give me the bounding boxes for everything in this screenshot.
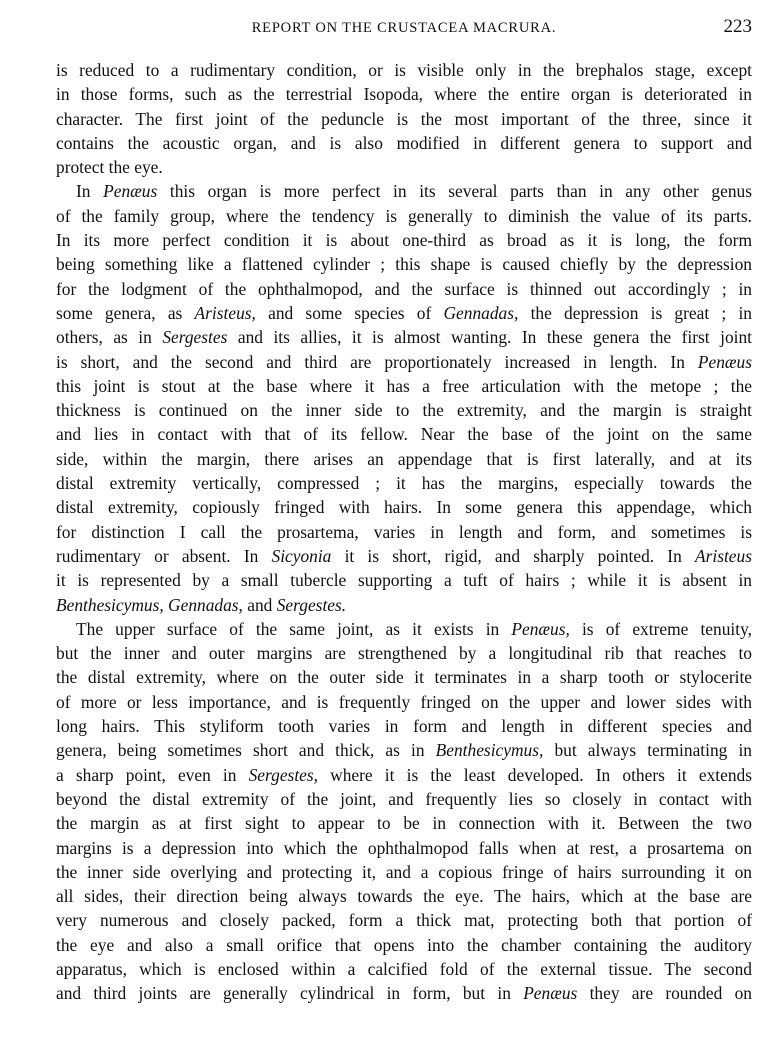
text-line bbox=[56, 179, 752, 203]
text-line bbox=[56, 301, 752, 325]
text-span: all sides, their direction being always towards the eye. The hairs, which at the base are bbox=[56, 886, 752, 907]
italic-text: Sergestes. bbox=[276, 594, 347, 615]
text-line bbox=[56, 763, 752, 787]
text-span: margins is a depression into which the ophthalmopod falls when at rest, a prosartema on bbox=[56, 837, 752, 858]
text-span: In its more perfect condition it is about one-third as broad as it is long, the form bbox=[56, 230, 752, 251]
text-line bbox=[56, 228, 752, 252]
text-line bbox=[56, 107, 752, 131]
text-span: In bbox=[76, 181, 104, 202]
text-line bbox=[56, 787, 752, 811]
italic-text: Penæus bbox=[523, 983, 578, 1004]
text-span: character. The first joint of the peduncle is the most important of the three, since it bbox=[56, 108, 752, 129]
text-span: the inner side overlying and protecting it, and a copious fringe of hairs surrounding it on bbox=[56, 861, 752, 882]
text-line bbox=[56, 422, 752, 446]
italic-text: Sicyonia bbox=[271, 545, 332, 566]
italic-text: Benthesicymus, Gennadas, bbox=[56, 594, 243, 615]
text-line bbox=[56, 957, 752, 981]
text-span: a sharp point, even in bbox=[56, 764, 249, 785]
italic-text: Benthesicymus, bbox=[435, 740, 544, 761]
text-span: this organ is more perfect in its several parts than in any other genus bbox=[157, 181, 752, 202]
text-span: but always terminating in bbox=[543, 740, 753, 761]
text-line bbox=[56, 617, 752, 641]
text-span: where it is the least developed. In others it extends bbox=[318, 764, 752, 785]
text-span: for the lodgment of the ophthalmopod, and the surface is thinned out accordingly ; in bbox=[56, 278, 752, 299]
text-span: and bbox=[242, 594, 277, 615]
text-span: they are rounded on bbox=[577, 983, 752, 1004]
text-span: contains the acoustic organ, and is also modified in different genera to support and bbox=[56, 132, 752, 153]
text-span: thickness is continued on the inner side to the extremity, and the margin is straight bbox=[56, 400, 752, 421]
text-line bbox=[56, 665, 752, 689]
text-span: it is represented by a small tubercle supporting a tuft of hairs ; while it is absent in bbox=[56, 570, 752, 591]
text-line bbox=[56, 811, 752, 835]
italic-text: Aristeus, bbox=[194, 302, 256, 323]
text-line bbox=[56, 398, 752, 422]
text-span: beyond the distal extremity of the joint, and frequently lies so closely in contact with bbox=[56, 788, 752, 809]
paragraph bbox=[56, 58, 752, 179]
text-span: in those forms, such as the terrestrial Isopoda, where the entire organ is deteriorated in bbox=[56, 84, 752, 105]
italic-text: Penæus, bbox=[511, 618, 570, 639]
text-line bbox=[56, 350, 752, 374]
text-span: the margin as at first sight to appear to be in connection with it. Between the two bbox=[56, 813, 752, 834]
text-line bbox=[56, 58, 752, 82]
text-line bbox=[56, 520, 752, 544]
text-line bbox=[56, 544, 752, 568]
text-span: of more or less importance, and is frequently fringed on the upper and lower sides with bbox=[56, 691, 752, 712]
text-line bbox=[56, 690, 752, 714]
text-span: very numerous and closely packed, form a thick mat, protecting both that portion of bbox=[56, 910, 752, 931]
text-line bbox=[56, 981, 752, 1005]
text-span: and third joints are generally cylindrical in form, but in bbox=[56, 983, 524, 1004]
text-span: long hairs. This styliform tooth varies in form and length in different species and bbox=[56, 716, 752, 737]
text-span: and some species of bbox=[255, 302, 444, 323]
text-span: protect the eye. bbox=[56, 157, 163, 178]
text-span: this joint is stout at the base where it has a free articulation with the metope ; the bbox=[56, 375, 752, 396]
text-span: the eye and also a small orifice that opens into the chamber containing the auditory bbox=[56, 934, 752, 955]
text-span: for distinction I call the prosartema, varies in length and form, and sometimes is bbox=[56, 521, 752, 542]
text-span: is short, and the second and third are proportionately increased in length. In bbox=[56, 351, 698, 372]
text-line bbox=[56, 252, 752, 276]
text-span: apparatus, which is enclosed within a calcified fold of the external tissue. The second bbox=[56, 958, 752, 979]
page-number: 223 bbox=[723, 16, 752, 37]
text-line bbox=[56, 82, 752, 106]
text-span: but the inner and outer margins are strengthened by a longitudinal rib that reaches to bbox=[56, 643, 752, 664]
text-line bbox=[56, 933, 752, 957]
italic-text: Penæus bbox=[103, 181, 158, 202]
text-span: distal extremity, copiously fringed with hairs. In some genera this appendage, which bbox=[56, 497, 752, 518]
text-line bbox=[56, 714, 752, 738]
text-line bbox=[56, 447, 752, 471]
text-span: and its allies, it is almost wanting. In these genera the first joint bbox=[227, 327, 752, 348]
text-span: the depression is great ; in bbox=[518, 302, 752, 323]
text-line bbox=[56, 884, 752, 908]
text-line bbox=[56, 568, 752, 592]
text-line bbox=[56, 155, 752, 179]
paragraph bbox=[56, 179, 752, 616]
text-line bbox=[56, 738, 752, 762]
text-line bbox=[56, 908, 752, 932]
text-span: being something like a flattened cylinder ; this shape is caused chiefly by the depression bbox=[56, 254, 752, 275]
text-line bbox=[56, 860, 752, 884]
text-line bbox=[56, 325, 752, 349]
italic-text: Penæus bbox=[697, 351, 752, 372]
text-span: others, as in bbox=[56, 327, 163, 348]
text-span: and lies in contact with that of its fellow. Near the base of the joint on the same bbox=[56, 424, 752, 445]
text-line bbox=[56, 836, 752, 860]
text-line bbox=[56, 641, 752, 665]
italic-text: Gennadas, bbox=[443, 302, 519, 323]
text-span: The upper surface of the same joint, as it exists in bbox=[76, 618, 512, 639]
text-line bbox=[56, 374, 752, 398]
text-line bbox=[56, 593, 752, 617]
text-span: distal extremity vertically, compressed ; it has the margins, especially towards the bbox=[56, 473, 752, 494]
text-span: rudimentary or absent. In bbox=[56, 545, 272, 566]
page-header bbox=[56, 16, 752, 40]
italic-text: Sergestes, bbox=[248, 764, 318, 785]
text-line bbox=[56, 471, 752, 495]
text-span: some genera, as bbox=[56, 302, 195, 323]
text-span: it is short, rigid, and sharply pointed. In bbox=[331, 545, 695, 566]
running-title: REPORT ON THE CRUSTACEA MACRURA. bbox=[251, 20, 557, 36]
text-span: genera, being sometimes short and thick, as in bbox=[56, 740, 436, 761]
text-span: of the family group, where the tendency is generally to diminish the value of its parts. bbox=[56, 205, 752, 226]
body-text bbox=[56, 58, 752, 1006]
text-span: is of extreme tenuity, bbox=[569, 618, 752, 639]
italic-text: Sergestes bbox=[162, 327, 228, 348]
text-line bbox=[56, 204, 752, 228]
text-span: is reduced to a rudimentary condition, or is visible only in the brephalos stage, except bbox=[56, 60, 752, 80]
text-line bbox=[56, 277, 752, 301]
text-span: side, within the margin, there arises an appendage that is first laterally, and at its bbox=[56, 448, 752, 469]
italic-text: Aristeus bbox=[694, 545, 752, 566]
text-span: the distal extremity, where on the outer side it terminates in a sharp tooth or stylocerite bbox=[56, 667, 752, 688]
text-line bbox=[56, 131, 752, 155]
paragraph bbox=[56, 617, 752, 1006]
text-line bbox=[56, 495, 752, 519]
